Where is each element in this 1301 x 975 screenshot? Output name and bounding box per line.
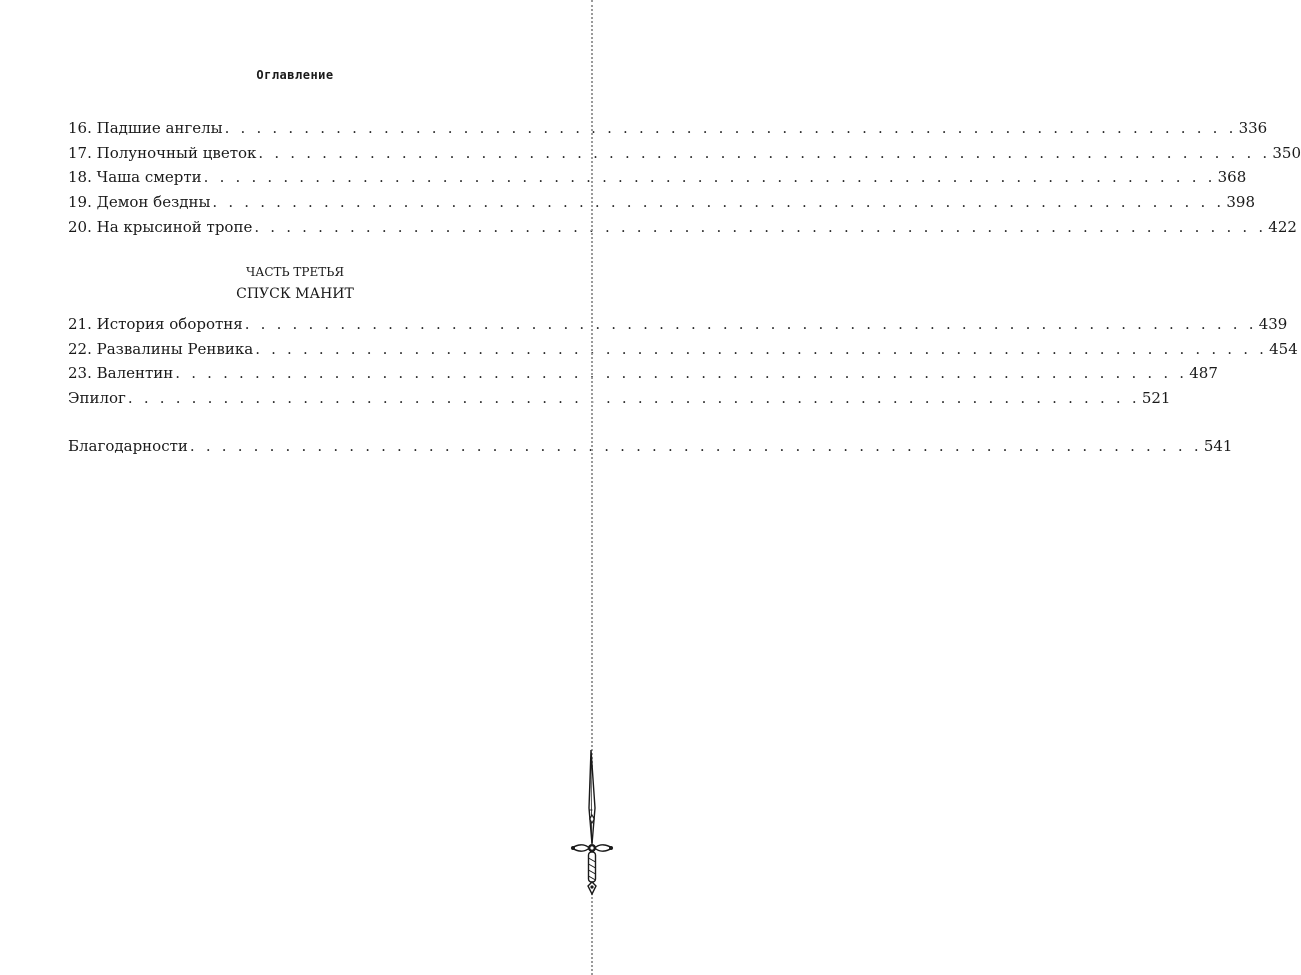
toc-entry-title: 17. Полуночный цветок [68, 143, 257, 162]
toc-entry-title: 19. Демон бездны [68, 193, 211, 212]
toc-entry-title: 20. На крысиной тропе [68, 217, 253, 236]
toc-entry-page: 336 [1238, 119, 1268, 137]
toc-entry[interactable] [68, 215, 1297, 240]
toc-entry[interactable] [68, 386, 1171, 411]
dagger-icon [570, 748, 614, 898]
toc-entry-page: 541 [1203, 437, 1233, 455]
toc-entry-page: 487 [1189, 364, 1218, 383]
toc-list-part-three [68, 312, 1298, 411]
toc-leader-dots: . . . . . . . . . . . . . . . . . . . . . . . . . . . . . . . . . . . . . . . . . . . . . . . . . . . . . . . . . . . . . . . . [255, 339, 1268, 358]
toc-entry-title: Эпилог [68, 389, 126, 408]
toc-entry[interactable] [68, 116, 1268, 141]
toc-list-part-two [68, 116, 1301, 239]
toc-list-back-matter [68, 434, 1233, 459]
toc-entry[interactable] [68, 434, 1233, 459]
part-title: СПУСК МАНИТ [236, 286, 354, 302]
toc-entry[interactable] [68, 312, 1288, 337]
toc-leader-dots: . . . . . . . . . . . . . . . . . . . . . . . . . . . . . . . . . . . . . . . . . . . . . . . . . . . . . . . . . . . . . . . . [244, 315, 1257, 333]
toc-entry-title: 23. Валентин [68, 364, 174, 383]
toc-leader-dots: . . . . . . . . . . . . . . . . . . . . . . . . . . . . . . . . . . . . . . . . . . . . . . . . . . . . . . . . . . . . . . . . [127, 389, 1140, 408]
toc-leader-dots: . . . . . . . . . . . . . . . . . . . . . . . . . . . . . . . . . . . . . . . . . . . . . . . . . . . . . . . . . . . . . . . . [258, 143, 1271, 162]
toc-leader-dots: . . . . . . . . . . . . . . . . . . . . . . . . . . . . . . . . . . . . . . . . . . . . . . . . . . . . . . . . . . . . . . . . [175, 364, 1188, 383]
toc-entry[interactable] [68, 361, 1218, 386]
toc-entry-page: 350 [1272, 143, 1301, 162]
toc-entry-title: 22. Развалины Ренвика [68, 339, 254, 358]
toc-entry[interactable] [68, 190, 1256, 215]
toc-entry-title: 16. Падшие ангелы [68, 119, 223, 137]
toc-leader-dots: . . . . . . . . . . . . . . . . . . . . . . . . . . . . . . . . . . . . . . . . . . . . . . . . . . . . . . . . . . . . . . . . [224, 119, 1237, 137]
toc-leader-dots: . . . . . . . . . . . . . . . . . . . . . . . . . . . . . . . . . . . . . . . . . . . . . . . . . . . . . . . . . . . . . . . . [203, 168, 1216, 187]
toc-entry-page: 422 [1268, 217, 1297, 236]
part-label: ЧАСТЬ ТРЕТЬЯ [245, 265, 345, 279]
toc-leader-dots: . . . . . . . . . . . . . . . . . . . . . . . . . . . . . . . . . . . . . . . . . . . . . . . . . . . . . . . . . . . . . . . . [254, 217, 1267, 236]
toc-entry[interactable] [68, 337, 1298, 362]
toc-entry-title: 18. Чаша смерти [68, 168, 202, 187]
toc-entry[interactable] [68, 165, 1247, 190]
toc-entry-page: 521 [1141, 389, 1171, 408]
toc-entry-title: 21. История оборотня [68, 315, 243, 333]
toc-leader-dots: . . . . . . . . . . . . . . . . . . . . . . . . . . . . . . . . . . . . . . . . . . . . . . . . . . . . . . . . . . . . . . . . [189, 437, 1202, 455]
toc-entry-page: 439 [1258, 315, 1288, 333]
toc-entry-page: 398 [1226, 193, 1256, 212]
toc-entry-page: 454 [1269, 339, 1298, 358]
toc-entry-page: 368 [1217, 168, 1247, 187]
toc-leader-dots: . . . . . . . . . . . . . . . . . . . . . . . . . . . . . . . . . . . . . . . . . . . . . . . . . . . . . . . . . . . . . . . . [212, 193, 1225, 212]
toc-entry-title: Благодарности [68, 437, 188, 455]
page-title: Оглавление [256, 68, 334, 82]
toc-entry[interactable] [68, 141, 1301, 166]
